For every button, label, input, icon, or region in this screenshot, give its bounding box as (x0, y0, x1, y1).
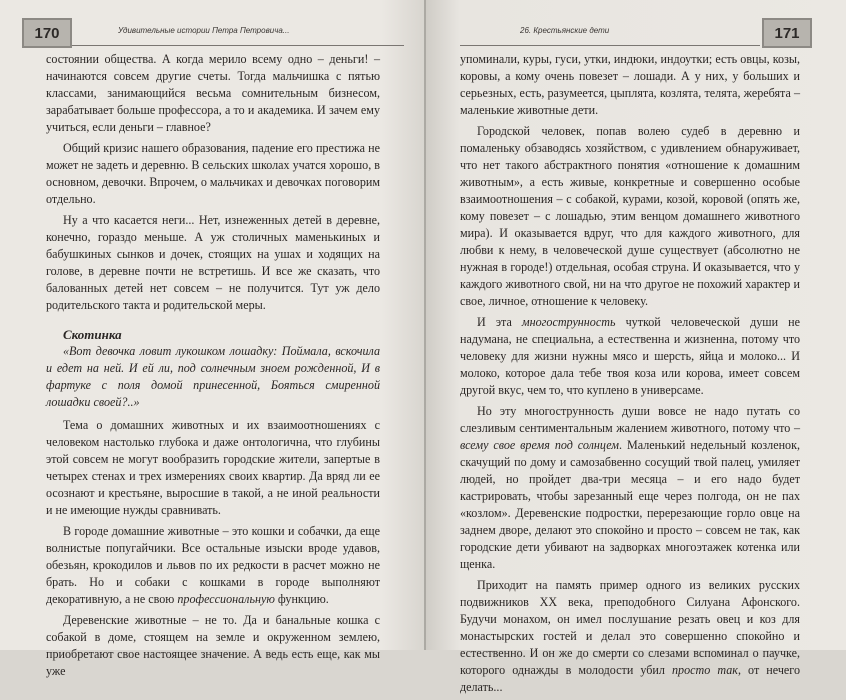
right-page-text (460, 51, 800, 700)
text-run: , от нечего делать... (460, 663, 800, 694)
paragraph (46, 523, 380, 608)
paragraph: состоянии общества. А когда мерило всему одно – деньги! – начинаются совсем другие счеты. Тогда мальчишка с пятью классами, занимающийся весьма сомнительным бизнесом, зарабатывает больше профессора, а то и академика. И зачем ему учиться, если деньги – главное? (46, 52, 380, 134)
running-head-left: Удивительные истории Петра Петровича... (118, 26, 290, 35)
text-run: Приходит на память пример одного из великих русских подвижников XX века, преподобного Силуана Афонского. Будучи монахом, он имел послушание резать овец и коз для монастырских гостей и делал это совершенно спокойно и естественно. И он же до смерти со слезами вспоминал о паучке, которого однажды в молодости убил (460, 578, 800, 677)
text-run: Но эту многострунность души вовсе не надо путать со слезливым сентиментальным жалением животного, потому что – (460, 404, 800, 435)
paragraph: Общий кризис нашего образования, падение его престижа не может не задеть и деревню. В сельских школах учатся хорошо, в основном, девочки. Впрочем, о мальчиках и девочках поговорим отдельно. (46, 141, 380, 206)
text-run: И эта (477, 315, 522, 329)
paragraph: Деревенские животные – не то. Да и банальные кошка с собакой в доме, стоящем на земле и окруженном землею, приобретают свое настоящее значение. А ведь есть еще, как мы уже (46, 613, 380, 678)
italic-emphasis: многострунность (521, 315, 616, 329)
paragraph: упоминали, куры, гуси, утки, индюки, индоутки; есть овцы, козы, коровы, а кому очень повезет – лошади. А у них, у больших и серьезных, есть, разумеется, цыплята, козлята, телята, жеребята – маленькие животные дети. (460, 52, 800, 117)
text-run: В городе домашние животные – это кошки и собачки, да еще волнистые попугайчики. Все остальные изыски вроде удавов, обезьян, крокодилов и львов по их редкости в расчет можно не брать. Но и собаки с кошками в городе выполняют декоративную, а не свою (46, 524, 380, 606)
left-page-text (46, 51, 380, 684)
page-number-right: 171 (762, 18, 812, 48)
paragraph (460, 577, 800, 696)
paragraph: Городской человек, попав волею судеб в деревню и помаленьку обзаводясь хозяйством, с удивлением обнаруживает, что нет такого абстрактного понятия «отношение к домашним животным», а есть живые, конкретные и совершенно особые взаимоотношения – с собакой, курами, козой, коровой (опять же, кому повезет – с лошадью, этим венцом домашнего животного мира). И оказывается вдруг, что для каждого животного, для любви к нему, в человеческой душе существует (абсолютно не нужная в городе!) отдельная, особая струна. И оказывается, что у каждого животного свой, ни на что другое не похожий характер и свое, личное, отношение к человеку. (460, 124, 800, 308)
text-run: . Маленький недельный козленок, скачущий по дому и самозабвенно сосущий твой палец, умиляет людей, но пройдет два-три месяца – и его надо будет кастрировать, чтобы зарезанный еще через полгода, он не пах «козлом». Деревенские подростки, перерезающие горло овце на заднем дворе, делают это спокойно и просто – совсем не так, как городские дети убивают на задворках многоэтажек котенка или щенка. (460, 438, 800, 571)
section-heading: Скотинка (63, 327, 122, 342)
header-rule-right (460, 45, 760, 46)
epigraph-poem: «Вот девочка ловит лукошком лошадку: Поймала, вскочила и едет на ней. И ей ли, под солнечным зноем рожденной, И в фартуке с поля домой принесенной, Бояться смиренной лошадки своей?..» (46, 344, 380, 409)
header-rule-left (72, 45, 404, 46)
left-page (0, 0, 424, 678)
paragraph (460, 403, 800, 573)
italic-emphasis: всему свое время под солнцем (460, 438, 620, 452)
paragraph: Тема о домашних животных и их взаимоотношениях с человеком настолько глубока и даже онтологична, что глубины этой совсем не могут вообразить городские жители, запертые в четырех стенах и трех измерениях своих квартир. Да вряд ли ее осознают и крестьяне, выросшие в такой, а не иной реальности и не имеющие нужды сравнивать. (46, 418, 380, 517)
italic-emphasis: просто так (672, 663, 738, 677)
text-run: функцию. (274, 592, 329, 606)
paragraph: Ну а что касается неги... Нет, изнеженных детей в деревне, конечно, гораздо меньше. А уж столичных маменькиных и бабушкиных сынков и дочек, стоящих на ушах и ходящих на голове, в деревне почти не встретишь. И все же сказать, что балованных детей нет совсем – не получится. Тут уж дело родительского такта и родительской меры. (46, 213, 380, 312)
text-run: чуткой человеческой души не надумана, не специальна, а естественна и жизненна, потому что человеку для жизни нужны мясо и шерсть, яйца и молоко... И молоко, которое дала тебе твоя коза или корова, имеет совсем другой вкус, чем то, что куплено в универсаме. (460, 315, 800, 397)
running-head-right: 26. Крестьянские дети (520, 26, 610, 35)
page-number-left: 170 (22, 18, 72, 48)
paragraph (460, 314, 800, 399)
italic-emphasis: профессиональную (177, 592, 275, 606)
right-page (426, 0, 846, 694)
